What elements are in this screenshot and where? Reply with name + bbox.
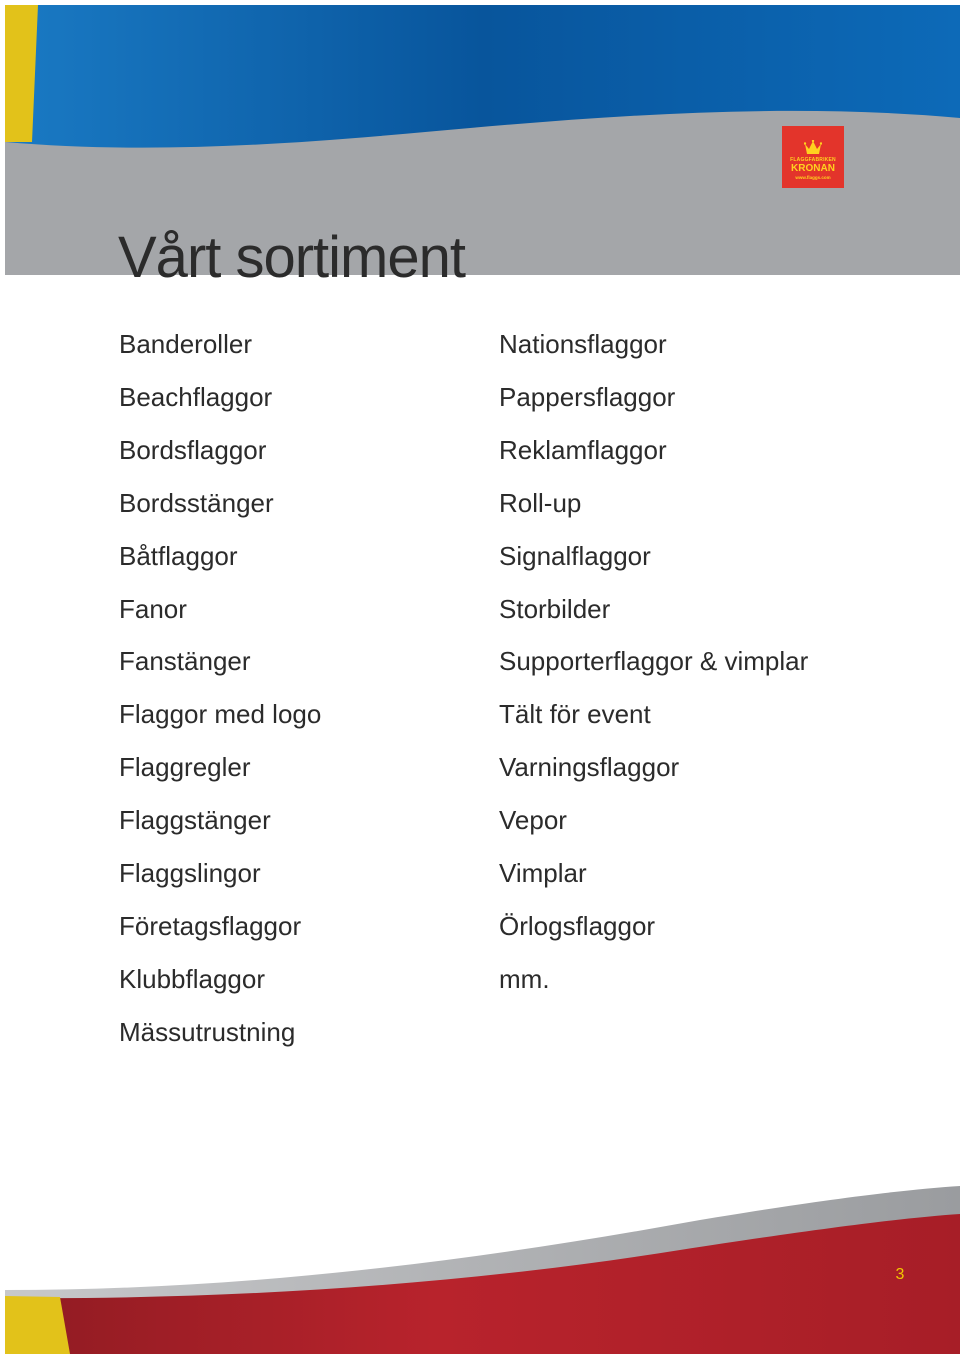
logo-top-text: FLAGGFABRIKEN xyxy=(790,157,836,163)
list-item: Nationsflaggor xyxy=(499,329,667,359)
page-number: 3 xyxy=(895,1266,905,1283)
footer-yellow-stripe xyxy=(5,1296,70,1354)
list-item: Mässutrustning xyxy=(119,1016,296,1047)
list-item: Fanor xyxy=(119,593,187,624)
logo-badge xyxy=(782,126,844,188)
list-item: Vepor xyxy=(499,805,567,836)
product-list-right xyxy=(499,318,808,1006)
list-item: Storbilder xyxy=(499,593,611,624)
list-item: Klubbflaggor xyxy=(119,963,265,994)
logo-name: KRONAN xyxy=(791,163,835,174)
list-item: Beachflaggor xyxy=(119,381,273,412)
list-item: Båtflaggor xyxy=(119,540,238,571)
list-item: Supporterflaggor & vimplar xyxy=(499,646,809,677)
product-list-left xyxy=(119,318,321,1059)
list-item: Flaggslingor xyxy=(119,858,261,889)
list-item: Roll-up xyxy=(499,487,582,518)
kronan-logo xyxy=(770,118,856,200)
list-item: Bordsflaggor xyxy=(119,434,267,465)
page-title: Vårt sortiment xyxy=(118,225,465,290)
list-item: Företagsflaggor xyxy=(119,910,302,941)
list-item: Örlogsflaggor xyxy=(499,910,656,941)
list-item: Flaggor med logo xyxy=(119,699,322,730)
list-item: Banderoller xyxy=(119,329,252,359)
crown-icon xyxy=(804,140,822,156)
list-item: Flaggstänger xyxy=(119,805,271,836)
list-item: Pappersflaggor xyxy=(499,381,676,412)
list-item: Varningsflaggor xyxy=(499,752,680,783)
list-item: Vimplar xyxy=(499,858,587,889)
footer-red-wave xyxy=(5,1214,960,1354)
list-item: Fanstänger xyxy=(119,646,251,677)
logo-url: www.flaggs.com xyxy=(795,175,831,180)
list-item: mm. xyxy=(499,963,550,994)
list-item: Flaggregler xyxy=(119,752,251,783)
list-item: Signalflaggor xyxy=(499,540,651,571)
list-item: Reklamflaggor xyxy=(499,434,667,465)
footer-background xyxy=(5,1186,960,1354)
list-item: Tält för event xyxy=(499,699,651,730)
list-item: Bordsstänger xyxy=(119,487,274,518)
